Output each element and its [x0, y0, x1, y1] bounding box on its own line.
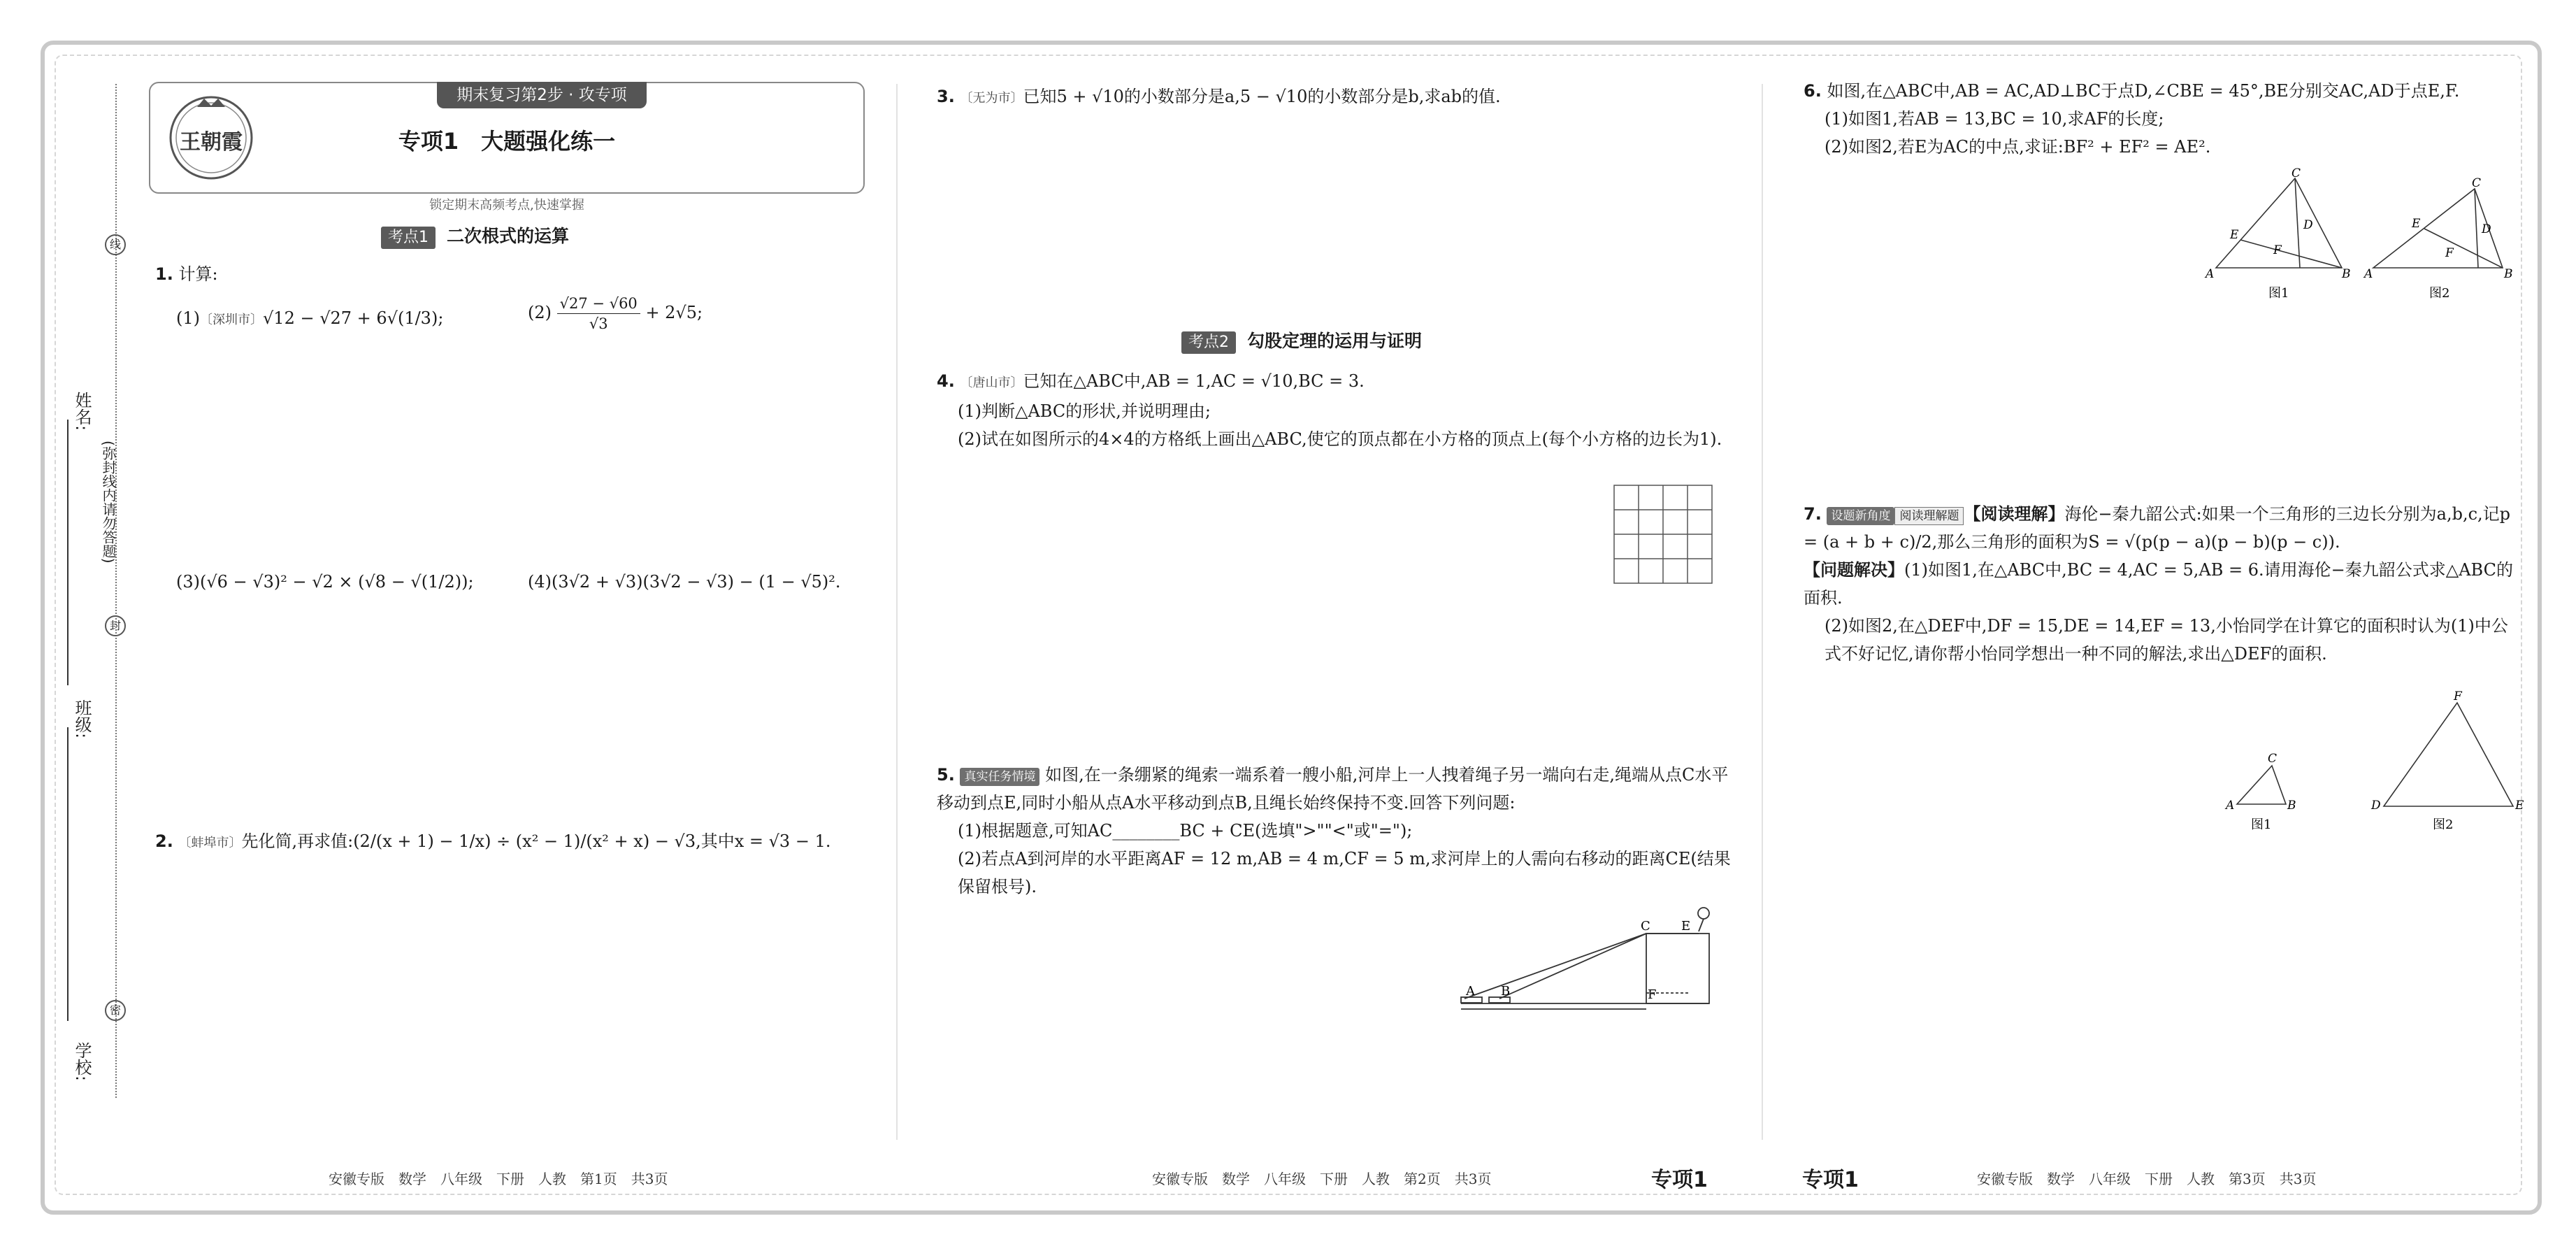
math-expression: (2/(x + 1) − 1/x) ÷ (x² − 1)/(x² + x) − √3,其中x = √3 − 1.	[353, 831, 831, 851]
question-6	[1804, 77, 2517, 161]
question-text: 计算:	[178, 264, 218, 284]
question-number: 1.	[155, 264, 173, 284]
footer-page-1: 安徽专版 数学 八年级 下册 人教 第1页 共3页	[329, 1171, 668, 1187]
svg-text:D: D	[2303, 218, 2313, 232]
question-5	[937, 761, 1734, 901]
section-title-2: 勾股定理的运用与证明	[1247, 331, 1423, 351]
part-2: (2)若点A到河岸的水平距离AF = 12 m,AB = 4 m,CF = 5 m,求河岸上的人需向右移动的距离CE(结果保留根号).	[958, 849, 1731, 896]
q7-fig1-caption: 图1	[2251, 817, 2272, 832]
special-label-right: 专项1	[1802, 1168, 1859, 1192]
grid-figure	[1613, 485, 1715, 586]
svg-text:F: F	[2273, 243, 2282, 257]
question-text: 已知5 + √10的小数部分是a,5 − √10的小数部分是b,求ab的值.	[1023, 87, 1501, 106]
seal-note: (弥封线内请勿答题)	[100, 441, 117, 564]
svg-text:E: E	[2230, 228, 2239, 242]
svg-text:A: A	[2226, 799, 2235, 813]
part-label: (4)	[528, 572, 552, 592]
name-label: 姓名:	[72, 392, 92, 431]
name-underline	[67, 420, 69, 685]
part-1: (1)判断△ABC的形状,并说明理由;	[958, 401, 1211, 421]
question-number: 6.	[1804, 81, 1822, 101]
page-title: 专项1 大题强化练一	[398, 128, 616, 155]
question-text: 如图,在△ABC中,AB = AC,AD⊥BC于点D,∠CBE = 45°,BE分别交AC,AD于点E,F.	[1827, 81, 2460, 101]
fig-label-B: B	[1501, 984, 1511, 999]
part-1: (1)如图1,在△ABC中,BC = 4,AC = 5,AB = 6.请用海伦−秦九韶公式求△ABC的面积.	[1804, 560, 2514, 608]
question-number: 2.	[155, 831, 173, 851]
source-tag: 〔蚌埠市〕	[178, 836, 242, 850]
task-tag: 真实任务情境	[960, 768, 1039, 786]
svg-text:E: E	[2412, 217, 2421, 231]
fig-label-C: C	[1641, 919, 1650, 934]
q7-fig2-caption: 图2	[2433, 817, 2454, 832]
math-expression: (3√2 + √3)(3√2 − √3) − (1 − √5)².	[552, 572, 841, 592]
svg-text:C: C	[2291, 166, 2301, 180]
part-label: (3)	[176, 572, 200, 592]
question-text: 先化简,再求值:	[241, 831, 354, 851]
school-label: 学校:	[72, 1042, 92, 1082]
page-subtitle: 锁定期末高频考点,快速掌握	[429, 198, 584, 213]
section-heading-1	[381, 222, 569, 249]
question-1-part-2	[528, 294, 703, 334]
fig-label-E: E	[1681, 919, 1691, 934]
question-1-part-3	[176, 568, 474, 596]
seal-mark-secret: 密	[105, 1000, 126, 1021]
question-number: 3.	[937, 87, 955, 106]
math-expression: + 2√5;	[645, 303, 703, 322]
footer-page-3: 安徽专版 数学 八年级 下册 人教 第3页 共3页	[1977, 1171, 2317, 1187]
reading-text: 海伦−秦九韶公式:如果一个三角形的三边长分别为a,b,c,记p = (a + b + c)/2,那么三角形的面积为S = √(p(p − a)(p − b)(p − c)).	[1804, 504, 2511, 552]
q7-figures	[2216, 689, 2524, 836]
question-4	[937, 367, 1730, 453]
section-badge-2: 考点2	[1181, 331, 1236, 354]
denominator: √3	[589, 315, 608, 332]
numerator: √27 − √60	[557, 294, 640, 314]
angle-tag: 设题新角度	[1827, 507, 1894, 525]
question-number: 4.	[937, 371, 955, 391]
svg-text:B: B	[2287, 799, 2296, 813]
header-band: 期末复习第2步 · 攻专项	[437, 82, 647, 108]
part-1: (1)根据题意,可知AC________BC + CE(选填">""<"或"=");	[958, 821, 1413, 841]
reading-heading: 【阅读理解】	[1964, 504, 2065, 524]
svg-text:A: A	[2364, 267, 2373, 281]
special-label-left: 专项1	[1651, 1168, 1708, 1192]
question-number: 7.	[1804, 504, 1822, 524]
question-1-stem	[155, 260, 218, 288]
solve-heading: 【问题解决】	[1804, 560, 1904, 580]
footer-page-2: 安徽专版 数学 八年级 下册 人教 第2页 共3页	[1152, 1171, 1492, 1187]
q6-fig2-caption: 图2	[2429, 286, 2450, 301]
part-2: (2)试在如图所示的4×4的方格纸上画出△ABC,使它的顶点都在小方格的顶点上(每个小方格的边长为1).	[958, 429, 1722, 449]
svg-text:B: B	[2342, 267, 2351, 281]
question-text: 已知在△ABC中,AB = 1,AC = √10,BC = 3.	[1023, 371, 1365, 391]
svg-text:D: D	[2482, 222, 2491, 236]
part-label: (1)	[176, 308, 200, 328]
q6-fig1-caption: 图1	[2268, 286, 2289, 301]
svg-text:D: D	[2371, 799, 2381, 813]
svg-text:F: F	[2454, 689, 2462, 703]
question-3	[937, 83, 1734, 113]
svg-text:C: C	[2472, 176, 2482, 190]
river-figure	[1458, 902, 1720, 1014]
seal-mark-seal: 封	[105, 615, 126, 636]
class-underline	[67, 727, 69, 1021]
section-badge-1: 考点1	[381, 227, 436, 249]
header-box	[149, 82, 865, 213]
fig-label-A: A	[1466, 984, 1475, 999]
logo-text: 王朝霞	[180, 130, 243, 155]
fig-label-F: F	[1648, 987, 1657, 1002]
svg-text:E: E	[2515, 799, 2524, 813]
section-title-1: 二次根式的运算	[447, 226, 570, 246]
math-expression: (√6 − √3)² − √2 × (√8 − √(1/2));	[200, 572, 474, 592]
fraction	[557, 294, 640, 334]
question-1-part-1	[176, 304, 443, 334]
q6-figures	[2202, 164, 2524, 304]
part-1: (1)如图1,若AB = 13,BC = 10,求AF的长度;	[1825, 109, 2164, 129]
seal-mark-line: 线	[105, 234, 126, 255]
question-text: 如图,在一条绷紧的绳索一端系着一艘小船,河岸上一人拽着绳子另一端向右走,绳端从点C水平移动到点E,同时小船从点A水平移动到点B,且绳长始终保持不变.回答下列问题:	[937, 765, 1729, 813]
part-2: (2)如图2,若E为AC的中点,求证:BF² + EF² = AE².	[1825, 137, 2211, 157]
svg-text:C: C	[2268, 752, 2278, 766]
math-expression: √12 − √27 + 6√(1/3);	[263, 308, 444, 328]
source-tag: 〔无为市〕	[960, 91, 1023, 106]
reading-tag: 阅读理解题	[1894, 507, 1964, 525]
section-heading-2	[1181, 327, 1422, 354]
svg-text:A: A	[2206, 267, 2215, 281]
source-tag: 〔深圳市〕	[200, 313, 263, 327]
part-2: (2)如图2,在△DEF中,DF = 15,DE = 14,EF = 13,小怡同学在计算它的面积时认为(1)中公式不好记忆,请你帮小怡同学想出一种不同的解法,求出△DEF的面积.	[1825, 616, 2508, 664]
source-tag: 〔唐山市〕	[960, 376, 1023, 390]
question-1-part-4	[528, 568, 841, 596]
part-label: (2)	[528, 303, 552, 322]
column-divider-2	[1762, 84, 1763, 1140]
svg-text:F: F	[2445, 246, 2454, 260]
class-label: 班级:	[72, 699, 92, 739]
question-2	[155, 827, 830, 857]
svg-text:B: B	[2504, 267, 2513, 281]
column-divider-1	[896, 84, 898, 1140]
question-number: 5.	[937, 765, 955, 785]
question-7	[1804, 500, 2517, 668]
